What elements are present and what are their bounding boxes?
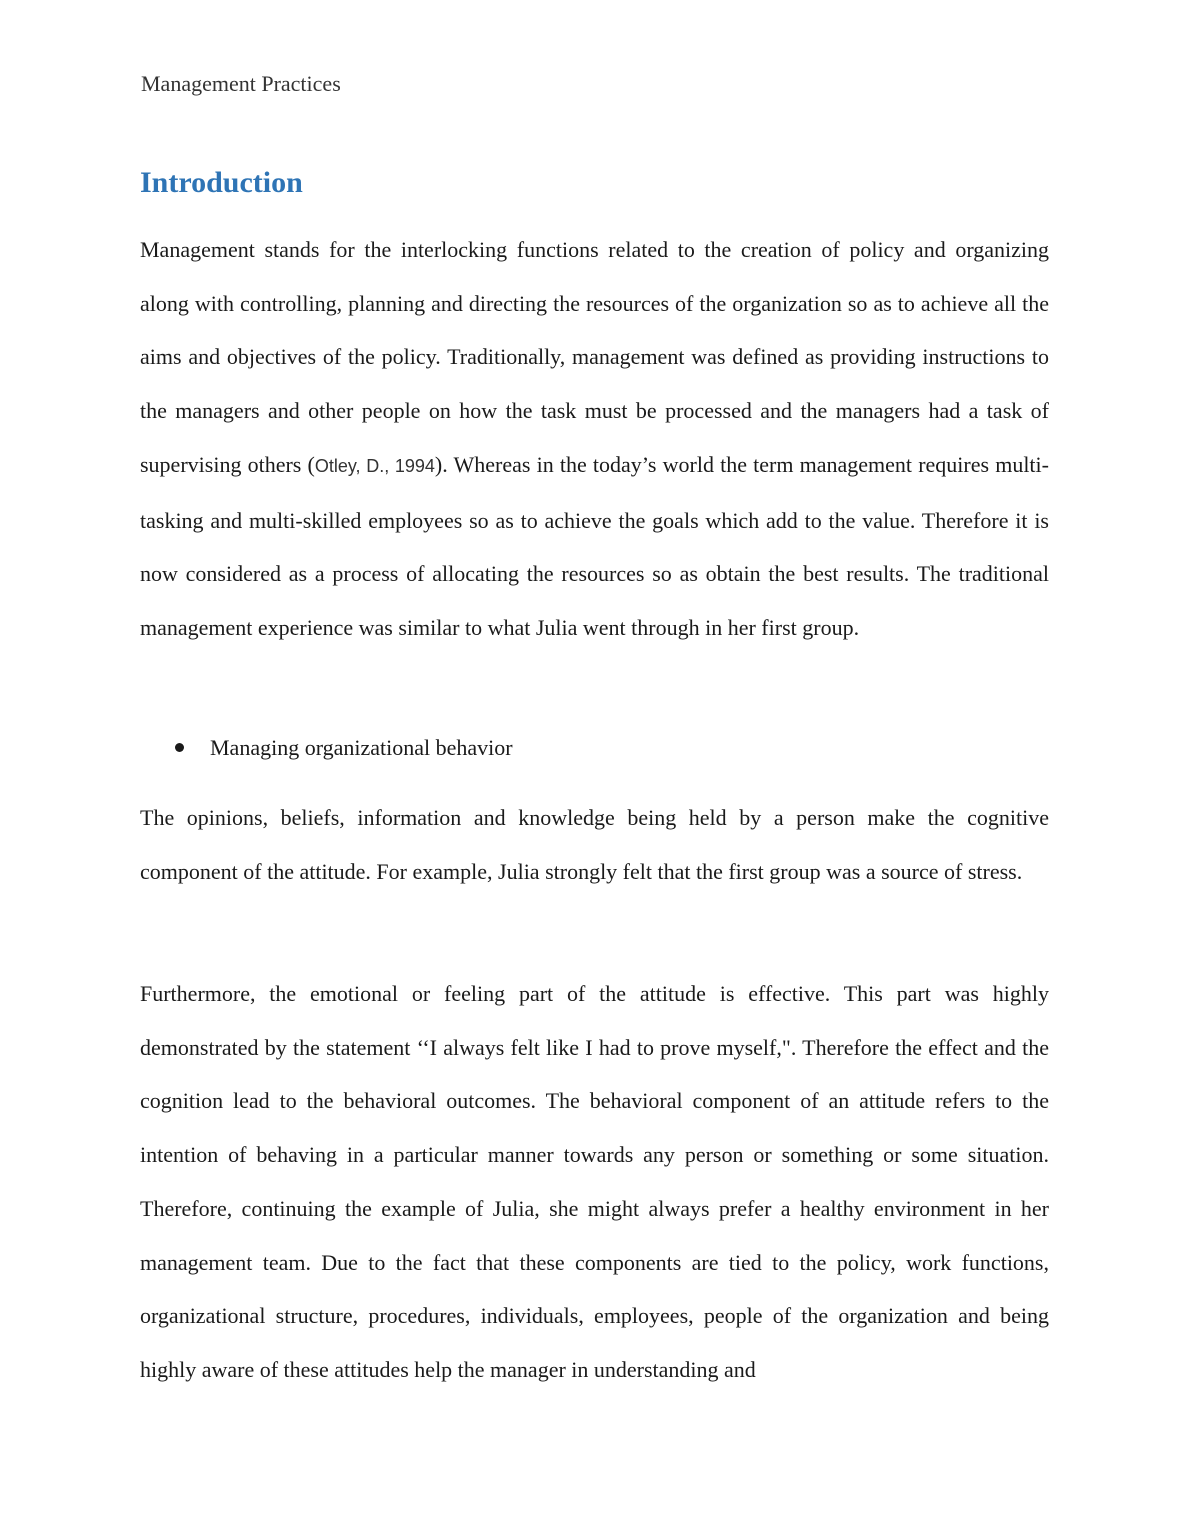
bullet-icon: [175, 743, 184, 752]
affective-paragraph: Furthermore, the emotional or feeling part of the attitude is effective. This part was highly demonstrated by the statement ‘‘I always felt like I had to prove myself,". Therefore the effect and the cognition lead to the behavioral outcomes. The behavioral component of an attitude refers to the intention of behaving in a particular manner towards any person or something or some situation. Therefore, continuing the example of Julia, she might always prefer a healthy environment in her management team. Due to the fact that these components are tied to the policy, work functions, organizational structure, procedures, individuals, employees, people of the organization and being highly aware of these attitudes help the manager in understanding and: [140, 981, 1049, 1382]
cognitive-paragraph: The opinions, beliefs, information and knowledge being held by a person make the cognitive component of the attitude. For example, Julia strongly felt that the first group was a source of stress.: [140, 805, 1049, 884]
bullet-label: Managing organizational behavior: [210, 735, 513, 760]
section-heading: Introduction: [140, 166, 303, 199]
intro-paragraph-text-start: Management stands for the interlocking functions related to the creation of policy and organizing along with controlling, planning and directing the resources of the organization so as to achieve all the aims and objectives of the policy. Traditionally, management was defined as providing instructions to the managers and other people on how the task must be processed and the managers had a task of supervising others (: [140, 237, 1049, 477]
intro-paragraph-text-end: ). Whereas in the today’s world the term management requires multi-tasking and multi-skilled employees so as to achieve the goals which add to the value. Therefore it is now considered as a process of allocating the resources so as obtain the best results. The traditional management experience was similar to what Julia went through in her first group.: [140, 451, 1049, 640]
intro-paragraph: [140, 223, 1049, 655]
running-head: Management Practices: [141, 71, 341, 96]
citation: Otley, D., 1994: [314, 455, 435, 476]
